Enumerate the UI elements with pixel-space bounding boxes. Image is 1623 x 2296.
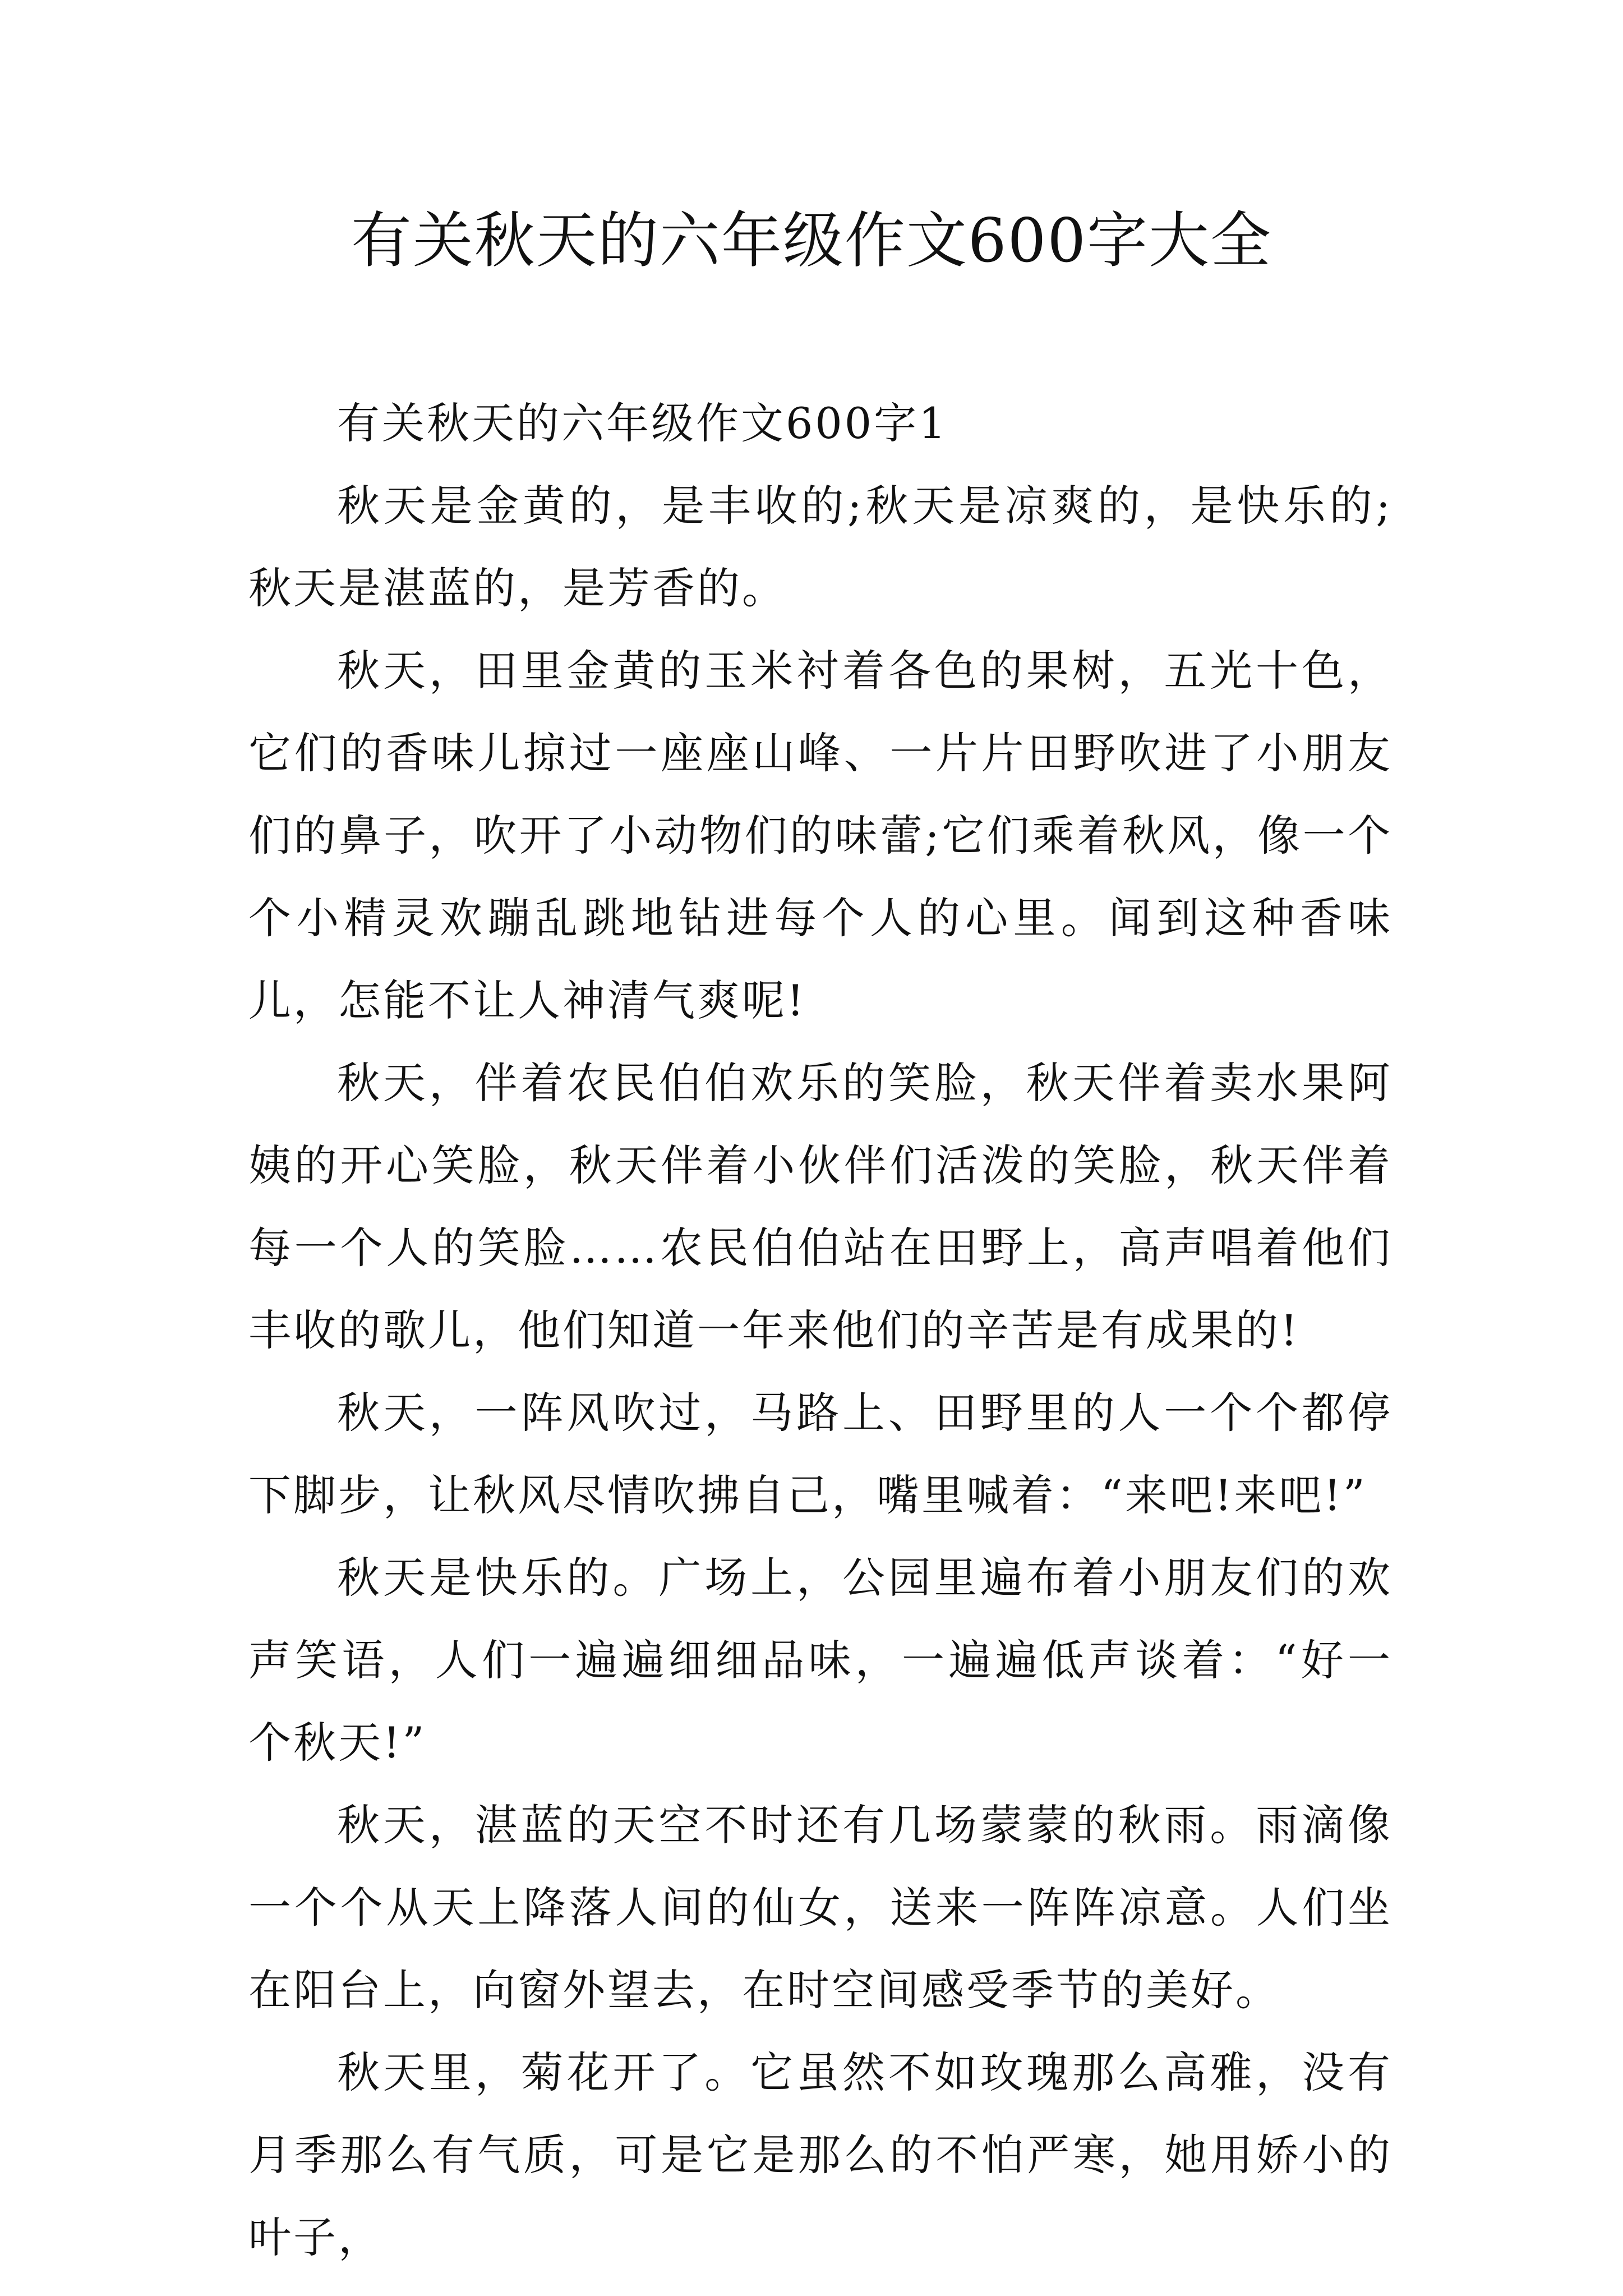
- document-body: [248, 382, 1393, 2279]
- paragraph: 秋天，田里金黄的玉米衬着各色的果树，五光十色，它们的香味儿掠过一座座山峰、一片片田野吹进了小朋友们的鼻子，吹开了小动物们的味蕾;它们乘着秋风，像一个个小精灵欢蹦乱跳地钻进每个人的心里。闻到这种香味儿，怎能不让人神清气爽呢!: [248, 646, 1393, 1025]
- paragraph: 秋天里，菊花开了。它虽然不如玫瑰那么高雅，没有月季那么有气质，可是它是那么的不怕严寒，她用娇小的叶子，: [248, 2047, 1393, 2262]
- document-title: 有关秋天的六年级作文600字大全: [351, 206, 1272, 276]
- section-heading: 有关秋天的六年级作文600字1: [337, 398, 948, 448]
- paragraph: 秋天，伴着农民伯伯欢乐的笑脸，秋天伴着卖水果阿姨的开心笑脸，秋天伴着小伙伴们活泼的笑脸，秋天伴着每一个人的笑脸……农民伯伯站在田野上，高声唱着他们丰收的歌儿，他们知道一年来他们的辛苦是有成果的!: [248, 1058, 1393, 1355]
- paragraph: 秋天是快乐的。广场上，公园里遍布着小朋友们的欢声笑语，人们一遍遍细细品味，一遍遍低声谈着：“好一个秋天!”: [248, 1553, 1393, 1768]
- paragraph: 秋天，一阵风吹过，马路上、田野里的人一个个都停下脚步，让秋风尽情吹拂自己，嘴里喊着：“来吧!来吧!”: [248, 1388, 1393, 1520]
- paragraph: 秋天是金黄的，是丰收的;秋天是凉爽的，是快乐的;秋天是湛蓝的，是芳香的。: [248, 481, 1393, 613]
- paragraph: 秋天，湛蓝的天空不时还有几场蒙蒙的秋雨。雨滴像一个个从天上降落人间的仙女，送来一阵阵凉意。人们坐在阳台上，向窗外望去，在时空间感受季节的美好。: [248, 1800, 1393, 2015]
